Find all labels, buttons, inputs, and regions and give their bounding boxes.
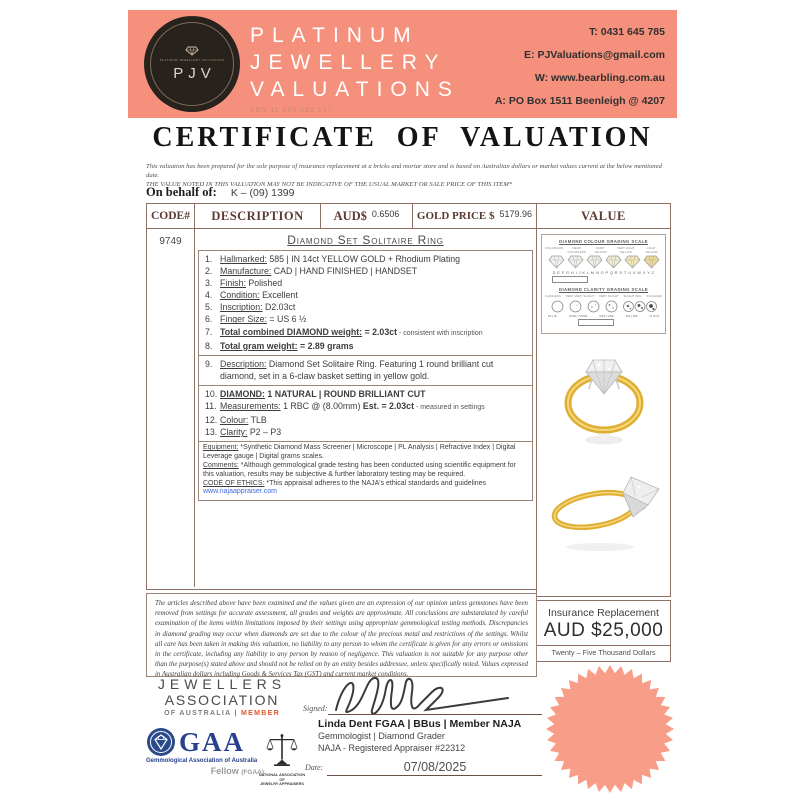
colour-scale-title: DIAMOND COLOUR GRADING SCALE: [559, 239, 648, 244]
item-title: Diamond Set Solitaire Ring: [287, 232, 444, 247]
on-behalf-label: On behalf of:: [146, 185, 217, 199]
diamond-grade-icon: [605, 255, 622, 269]
ethics-link[interactable]: www.najaappraiser.com: [203, 488, 277, 496]
list-item: 4. Condition: Excellent: [205, 290, 298, 301]
list-item: 2. Manufacture: CAD | HAND FINISHED | HANDSET: [205, 266, 418, 277]
abn-text: ABN 11 588 192 137: [250, 107, 333, 114]
insurance-label: Insurance Replacement: [548, 607, 659, 619]
header-band: [128, 10, 677, 118]
on-behalf-value: K – (09) 1399: [230, 187, 295, 199]
description-cell: [195, 229, 536, 587]
company-line-2: JEWELLERY: [250, 51, 447, 74]
insurance-amount: AUD $25,000: [543, 620, 664, 641]
list-item: 10. DIAMOND: 1 NATURAL | ROUND BRILLIANT CUT: [205, 388, 426, 399]
company-line-1: PLATINUM: [250, 24, 419, 47]
list-item: 7. Total combined DIAMOND weight: = 2.03ct - consistent with inscription: [205, 326, 483, 337]
insurance-replacement-box: [536, 600, 671, 662]
clarity-scale-title: DIAMOND CLARITY GRADING SCALE: [558, 287, 649, 292]
clarity-scale-labels: FL | IF VVS1 | VVS2 VS1 | VS2 SI1 | SI2 I1 I2 I3: [548, 314, 659, 318]
signed-label: Signed:: [303, 704, 328, 713]
diamond-grade-icon: [567, 255, 584, 269]
clarity-grade-icon: [587, 300, 600, 313]
company-name: [250, 22, 460, 114]
logo-ring-text: PLATINUM JEWELLERY VALUATIONS: [159, 58, 225, 62]
company-line-3: VALUATIONS: [250, 78, 460, 101]
list-item: 11. Measurements: 1 RBC @ (8.00mm) Est. = 2.03ct - measured in settings: [205, 401, 485, 412]
signatory-registration: NAJA - Registered Appraiser #22312: [318, 742, 466, 753]
clarity-grade-icon: [569, 300, 582, 313]
ring-photo-top-view: [549, 339, 659, 451]
signatory-name: Linda Dent FGAA | BBus | Member NAJA: [318, 718, 522, 730]
col-header-aud: AUD$ 0.6506: [321, 204, 413, 228]
gaa-badge-icon: [146, 727, 176, 757]
page-title: CERTIFICATE OF VALUATION: [152, 122, 653, 153]
grading-scales-panel: [541, 234, 666, 334]
contact-address: A: PO Box 1511 Beenleigh @ 4207: [494, 95, 665, 107]
list-item: 8. Total gram weight: = 2.89 grams: [205, 340, 354, 351]
spec-section-1: [199, 251, 532, 355]
list-item: 5. Inscription: D2.03ct: [205, 302, 296, 313]
clarity-scale-categories: FLAWLESS VERY VERY SLIGHT VERY SLIGHT SLIGHT INCL INCLUDED: [545, 294, 662, 298]
member-badge: MEMBER: [241, 710, 280, 717]
signatory-block: [318, 718, 521, 754]
comments-line: Comments: *Although gemmological grade testing has been conducted using scientific equipment for this valuation, results may be subjective & further laboratory testing may be required.: [203, 461, 516, 478]
contact-block: [495, 26, 665, 118]
contact-email: E: PJValuations@gmail.com: [524, 49, 665, 61]
list-item: 9. Description: Diamond Set Solitaire Ring. Featuring 1 round brilliant cut diamond, set in a 6-claw basket setting in yellow gold.: [205, 358, 494, 381]
col-header-value: VALUE: [537, 204, 670, 229]
spec-section-2: [199, 355, 532, 385]
diamond-grade-icon: [586, 255, 603, 269]
list-item: 1. Hallmarked: 585 | IN 14ct YELLOW GOLD + Rhodium Plating: [205, 254, 460, 264]
logo-initials: PJV: [173, 65, 216, 82]
colour-range-marker: [552, 276, 588, 283]
signature-line: [328, 714, 542, 715]
diamond-grade-icon: [624, 255, 641, 269]
table-header-row: [147, 204, 536, 229]
contact-phone: T: 0431 645 785: [589, 26, 665, 38]
ethics-line: CODE OF ETHICS: *This appraisal adheres to the NAJA's ethical standards and guidelines www.najaappraiser.com: [203, 479, 487, 496]
signature-image: [330, 670, 520, 714]
intro-line-1: This valuation has been prepared for the sole purpose of insurance replacement at a bricks and mortar store and is based on Australian dollars or market values current at the below mentioned date.: [146, 163, 662, 179]
date-value: 07/08/2025: [403, 760, 467, 774]
description-inner-box: [198, 250, 533, 501]
contact-website: W: www.bearbling.com.au: [534, 72, 665, 84]
diamond-grade-icon: [643, 255, 660, 269]
ring-photo-side-view: [545, 455, 663, 557]
spec-section-3: [199, 385, 532, 441]
diamond-icon: [185, 46, 199, 56]
legal-disclaimer: The articles described above have been examined and the values given are an expression of our opinion unless gemstones have been removed from settings for accurate assessment, all grades and weights are approximate. All conclusions are substantiated by careful examination of the items within limitations imposed by their settings using appropriate gemmological testing methods. Discrepancies in diamond grading may occur when diamonds are set due to the colour of the precious metal and restrictions of the settings. Whilst all care has been taken in making this valuation, no liability to any person to whom the certificate is given for any errors or omissions in the certificate, including any liability to any person by reason of negligence. This valuation is not suitable for any purpose other than the purpose(s) stated above and should not be relied on by an entity besides addressee, unless specifically noted. Values expressed in Australian dollars including Goods & Services Tax (GST) and current market conditions.: [146, 593, 537, 677]
gaa-fellow: Fellow (FGAA): [210, 766, 264, 776]
scales-icon: [266, 733, 298, 767]
gold-price-value: 5179.96: [499, 209, 533, 219]
col-header-code: CODE#: [147, 204, 195, 228]
clarity-range-marker: [578, 319, 614, 326]
pjv-logo: [144, 16, 240, 112]
colour-scale-letters: D E F G H I J K L M N O P Q R S T U V W X Y Z: [552, 270, 655, 275]
list-item: 6. Finger Size: = US 6 ½: [205, 314, 307, 325]
colour-scale-categories: COLORLESS NEAR COLORLESS FAINT YELLOW VERY LIGHT YELLOW LIGHT YELLOW: [545, 246, 658, 254]
clarity-grade-icon: [623, 300, 657, 313]
colour-scale-diamonds: [544, 255, 663, 269]
naja-logo: NATIONAL ASSOCIATION OF JEWELRY APPRAISERS: [256, 733, 308, 787]
clarity-scale-circles: [544, 300, 663, 313]
item-code: 9749: [147, 229, 195, 587]
list-item: 12. Colour: TLB: [205, 415, 267, 426]
valuation-table: [146, 203, 537, 590]
on-behalf-row: [146, 183, 294, 201]
embossed-seal: [545, 664, 675, 794]
gaa-logo: [146, 727, 264, 776]
clarity-grade-icon: [605, 300, 618, 313]
list-item: 3. Finish: Polished: [205, 278, 283, 289]
equipment-section: [199, 441, 532, 500]
col-header-description: DESCRIPTION: [195, 204, 321, 228]
equipment-line: Equipment: *Synthetic Diamond Mass Screener | Microscope | PL Analysis | Refractive Index | Digital Leverage gauge | Digital grams scales.: [203, 444, 516, 461]
clarity-grade-icon: [551, 300, 564, 313]
date-line: [327, 775, 542, 776]
diamond-grade-icon: [548, 255, 565, 269]
value-column: [536, 203, 671, 597]
gaa-acronym: GAA: [179, 727, 245, 757]
signatory-role: Gemmologist | Diamond Grader: [318, 731, 445, 741]
insurance-amount-words: Twenty – Five Thousand Dollars: [537, 645, 670, 657]
jewellers-association-logo: JEWELLERS ASSOCIATION OF AUSTRALIA | MEMBER: [157, 676, 287, 717]
list-item: 13. Clarity: P2 – P3: [205, 427, 282, 438]
date-label: Date:: [305, 763, 324, 772]
intro-line-2: THE VALUE NOTED IN THIS VALUATION MAY NOT BE INDICATIVE OF THE USUAL MARKET OR SALE PRICE OF THIS ITEM*: [146, 180, 513, 188]
aud-rate-value: 0.6506: [371, 209, 400, 219]
gaa-name: Gemmological Association of Australia: [146, 758, 258, 764]
col-header-gold-price: GOLD PRICE $ 5179.96: [416, 209, 533, 222]
